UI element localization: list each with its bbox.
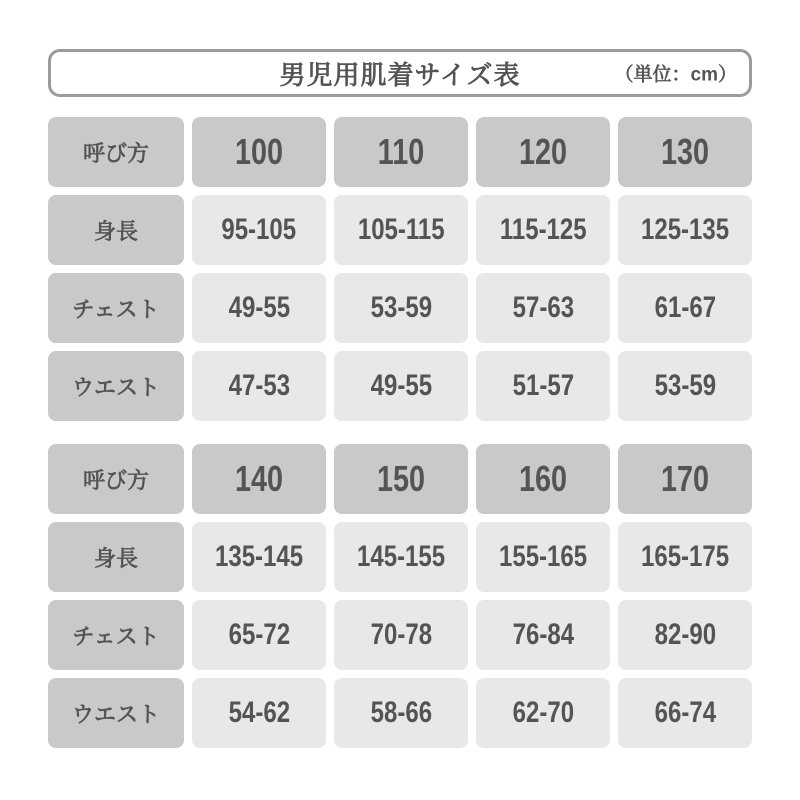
- value-cell: [334, 351, 468, 421]
- range-value-text: 76-84: [512, 618, 574, 651]
- row-label-text: ウエスト: [71, 374, 160, 400]
- range-value-text: 47-53: [228, 369, 290, 402]
- title-box: [48, 49, 752, 97]
- row-label-cell: [48, 600, 184, 670]
- value-cell: [476, 522, 610, 592]
- value-cell: [476, 600, 610, 670]
- value-cell: [476, 351, 610, 421]
- row-label-text: チェスト: [72, 296, 160, 322]
- value-cell: [192, 600, 326, 670]
- range-value-text: 125-135: [640, 213, 730, 246]
- size-number-text: 140: [234, 458, 284, 499]
- value-cell: [192, 351, 326, 421]
- range-value-text: 53-59: [370, 291, 432, 324]
- range-value-text: 53-59: [654, 369, 716, 402]
- value-cell: [476, 195, 610, 265]
- value-cell: [334, 522, 468, 592]
- row-label-cell: [48, 273, 184, 343]
- value-cell: [192, 678, 326, 748]
- unit-note: （単位：cm）: [614, 64, 737, 86]
- size-header-cell: [334, 444, 468, 514]
- range-value-text: 62-70: [512, 696, 574, 729]
- size-chart-page: [48, 49, 752, 748]
- row-label-cell: [48, 678, 184, 748]
- row-label-text: 呼び方: [82, 467, 149, 493]
- value-cell: [476, 678, 610, 748]
- row-label-cell: [48, 195, 184, 265]
- value-cell: [618, 600, 752, 670]
- range-value-text: 95-105: [221, 213, 297, 246]
- size-number-text: 160: [518, 458, 568, 499]
- range-value-text: 54-62: [228, 696, 290, 729]
- size-table-2: [48, 444, 752, 748]
- range-value-text: 58-66: [370, 696, 432, 729]
- size-header-cell: [476, 444, 610, 514]
- range-value-text: 105-115: [357, 213, 445, 246]
- size-number-text: 100: [234, 131, 284, 172]
- size-header-cell: [334, 117, 468, 187]
- range-value-text: 135-145: [214, 540, 304, 573]
- range-value-text: 155-165: [498, 540, 588, 573]
- value-cell: [334, 600, 468, 670]
- size-number-text: 170: [660, 458, 710, 499]
- page-title: 男児用肌着サイズ表: [279, 59, 521, 90]
- size-header-cell: [476, 117, 610, 187]
- range-value-text: 49-55: [228, 291, 290, 324]
- range-value-text: 51-57: [512, 369, 574, 402]
- range-value-text: 61-67: [654, 291, 716, 324]
- size-number-text: 150: [376, 458, 426, 499]
- value-cell: [618, 273, 752, 343]
- row-label-cell: [48, 351, 184, 421]
- range-value-text: 49-55: [370, 369, 432, 402]
- size-header-cell: [618, 117, 752, 187]
- range-value-text: 115-125: [499, 213, 587, 246]
- range-value-text: 66-74: [654, 696, 716, 729]
- size-number-text: 130: [660, 131, 710, 172]
- range-value-text: 65-72: [228, 618, 290, 651]
- row-label-text: 呼び方: [82, 140, 149, 166]
- row-label-text: 身長: [93, 545, 138, 571]
- size-header-cell: [618, 444, 752, 514]
- value-cell: [334, 195, 468, 265]
- size-number-text: 120: [518, 131, 568, 172]
- row-label-cell: [48, 522, 184, 592]
- range-value-text: 82-90: [654, 618, 716, 651]
- range-value-text: 145-155: [356, 540, 446, 573]
- row-label-text: ウエスト: [71, 701, 160, 727]
- size-number-text: 110: [377, 131, 425, 172]
- size-table-1: [48, 117, 752, 421]
- value-cell: [618, 195, 752, 265]
- value-cell: [618, 522, 752, 592]
- value-cell: [618, 351, 752, 421]
- row-label-cell: [48, 117, 184, 187]
- row-label-text: 身長: [93, 218, 138, 244]
- value-cell: [334, 678, 468, 748]
- value-cell: [334, 273, 468, 343]
- value-cell: [476, 273, 610, 343]
- size-header-cell: [192, 117, 326, 187]
- range-value-text: 165-175: [640, 540, 730, 573]
- size-header-cell: [192, 444, 326, 514]
- row-label-text: チェスト: [72, 623, 160, 649]
- value-cell: [618, 678, 752, 748]
- row-label-cell: [48, 444, 184, 514]
- value-cell: [192, 522, 326, 592]
- range-value-text: 57-63: [512, 291, 574, 324]
- range-value-text: 70-78: [370, 618, 432, 651]
- value-cell: [192, 195, 326, 265]
- value-cell: [192, 273, 326, 343]
- size-tables: [48, 117, 752, 748]
